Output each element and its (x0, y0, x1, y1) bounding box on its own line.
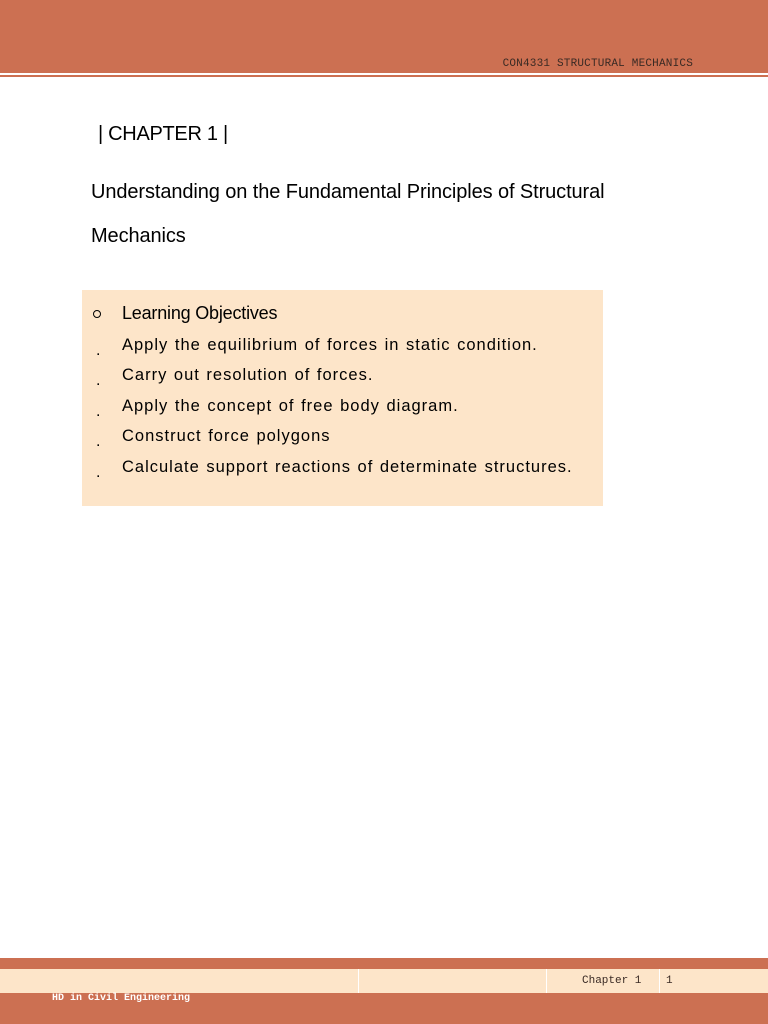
footer-chapter-label: Chapter 1 (582, 975, 642, 987)
footer-bar (0, 969, 768, 993)
objective-text: Apply the concept of free body diagram. (122, 396, 459, 415)
list-item (82, 397, 603, 427)
program-name: HD in Civil Engineering (52, 993, 191, 1004)
hollow-circle-bullet-icon (93, 310, 101, 318)
dot-bullet-icon: . (96, 342, 102, 359)
footer-cell-divider (546, 969, 547, 993)
objective-text: Calculate support reactions of determinate structures. (122, 457, 573, 476)
objectives-list (82, 336, 603, 488)
dot-bullet-icon: . (96, 372, 102, 390)
objective-text: Apply the equilibrium of forces in static condition. (122, 336, 538, 354)
dot-bullet-icon: . (96, 433, 102, 451)
dot-bullet-icon: . (96, 463, 102, 481)
objective-text: Construct force polygons (122, 427, 331, 446)
objective-text: Carry out resolution of forces. (122, 366, 374, 385)
list-item (82, 458, 603, 488)
course-code: CON4331 STRUCTURAL MECHANICS (502, 58, 693, 70)
list-item (82, 366, 603, 396)
list-item (82, 336, 603, 366)
learning-objectives-heading: Learning Objectives (122, 303, 278, 323)
header-rule (0, 75, 768, 77)
dot-bullet-icon: . (96, 402, 102, 420)
chapter-title: Understanding on the Fundamental Principles of Structural Mechanics (91, 181, 605, 247)
page-number: 1 (666, 975, 673, 987)
footer-band-bottom (0, 993, 768, 1024)
footer-band-top (0, 958, 768, 969)
footer-cell-divider (358, 969, 359, 993)
list-item (82, 427, 603, 457)
chapter-label: | CHAPTER 1 | (98, 123, 228, 145)
footer-cell-divider (659, 969, 660, 993)
learning-objectives-panel (82, 290, 603, 506)
